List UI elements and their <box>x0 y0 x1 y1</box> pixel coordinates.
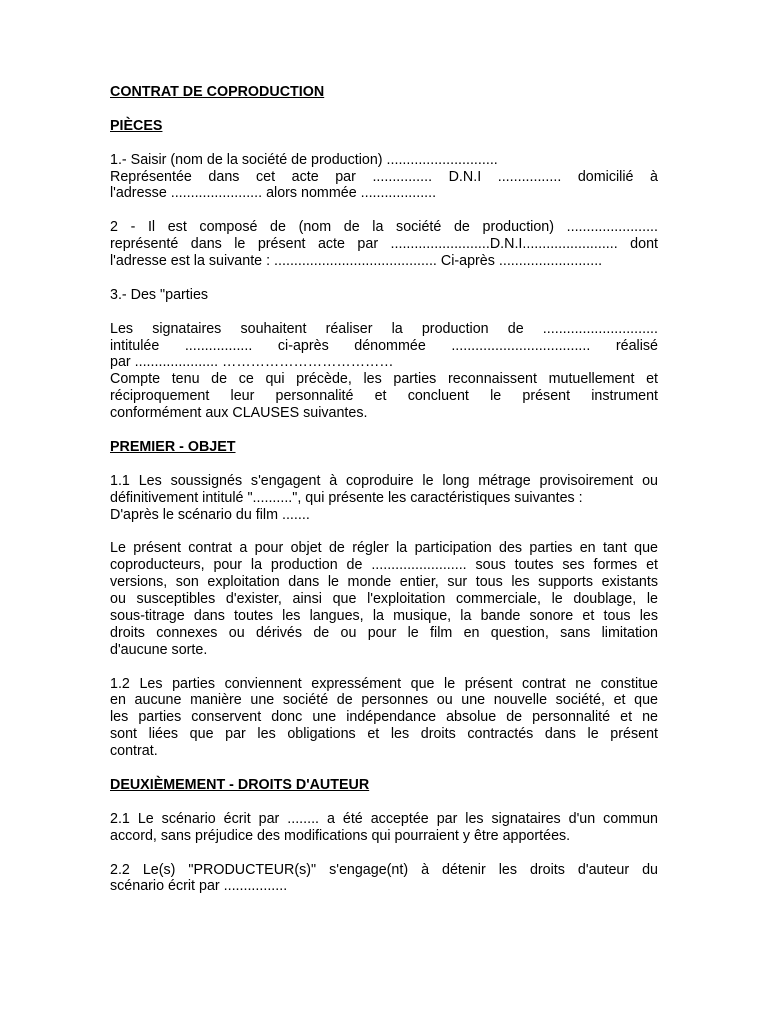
objet-line: Le présent contrat a pour objet de régler la participation des parties en tant que <box>110 540 658 557</box>
preamble-line: Compte tenu de ce qui précède, les parties reconnaissent mutuellement et <box>110 371 658 388</box>
preamble-line: conformément aux CLAUSES suivantes. <box>110 405 368 422</box>
pieces-heading: PIÈCES <box>110 117 163 134</box>
objet-line: ou susceptibles d'exister, ainsi que l'exploitation commerciale, le doublage, le <box>110 591 658 608</box>
objet-line: versions, son exploitation dans le monde entier, sur tous les supports existants <box>110 574 658 591</box>
clause-1-2-line: les parties conservent donc une indépendance absolue de personnalité et ne <box>110 709 658 726</box>
clause-1-2-line: en aucune manière une société de personnes ou une nouvelle société, et que <box>110 692 658 709</box>
objet-line: droits connexes ou dérivés de ou pour le film en question, sans limitation <box>110 624 658 641</box>
preamble-line: par ..................... ……………………………… <box>110 354 394 371</box>
document-title: CONTRAT DE COPRODUCTION <box>110 84 325 100</box>
parties-line: 3.- Des "parties <box>110 286 209 303</box>
party1-line: l'adresse ....................... alors nommée ................... <box>110 185 437 202</box>
clause-1-2-line: 1.2 Les parties conviennent expressément que le présent contrat ne constitue <box>110 675 658 692</box>
party2-line: représenté dans le présent acte par .........................D.N.I........................ dont <box>110 236 658 253</box>
preamble-line: Les signataires souhaitent réaliser la production de ............................. <box>110 320 658 337</box>
clause-2-1-line: 2.1 Le scénario écrit par ........ a été acceptée par les signataires d'un commun <box>110 810 658 827</box>
objet-line: d'aucune sorte. <box>110 641 208 658</box>
party1-line: Représentée dans cet acte par ............... D.N.I ................ domicilié à <box>110 168 658 185</box>
clause-1-1-line: définitivement intitulé "..........", qui présente les caractéristiques suivantes : <box>110 489 583 506</box>
clause-1-1-line: D'après le scénario du film ....... <box>110 506 310 523</box>
clause-1-1-line: 1.1 Les soussignés s'engagent à coproduire le long métrage provisoirement ou <box>110 472 658 489</box>
preamble-line: intitulée ................. ci-après dénommée ................................... réalisé <box>110 337 658 354</box>
document-body <box>110 84 658 895</box>
clause-2-1-line: accord, sans préjudice des modifications qui pourraient y être apportées. <box>110 827 571 844</box>
objet-line: sous-titrage dans toutes les langues, la musique, la bande sonore et tous les <box>110 607 658 624</box>
clause-2-2-line: scénario écrit par ................ <box>110 878 288 895</box>
clause-1-2-line: sont liées que par les obligations et les droits contractés dans le présent <box>110 726 658 743</box>
party2-line: 2 - Il est composé de (nom de la société de production) ....................... <box>110 219 658 236</box>
preamble-line: réciproquement leur personnalité et concluent le présent instrument <box>110 388 658 405</box>
clause-2-2-line: 2.2 Le(s) "PRODUCTEUR(s)" s'engage(nt) à détenir les droits d'auteur du <box>110 861 658 878</box>
clause-1-2-line: contrat. <box>110 743 158 760</box>
objet-line: coproducteurs, pour la production de ........................ sous toutes ses formes et <box>110 557 658 574</box>
premier-objet-heading: PREMIER - OBJET <box>110 438 236 455</box>
party1-line: 1.- Saisir (nom de la société de production) ............................ <box>110 151 498 168</box>
party2-line: l'adresse est la suivante : ......................................... Ci-après .......................... <box>110 253 603 270</box>
deuxiemement-heading: DEUXIÈMEMENT - DROITS D'AUTEUR <box>110 777 370 793</box>
